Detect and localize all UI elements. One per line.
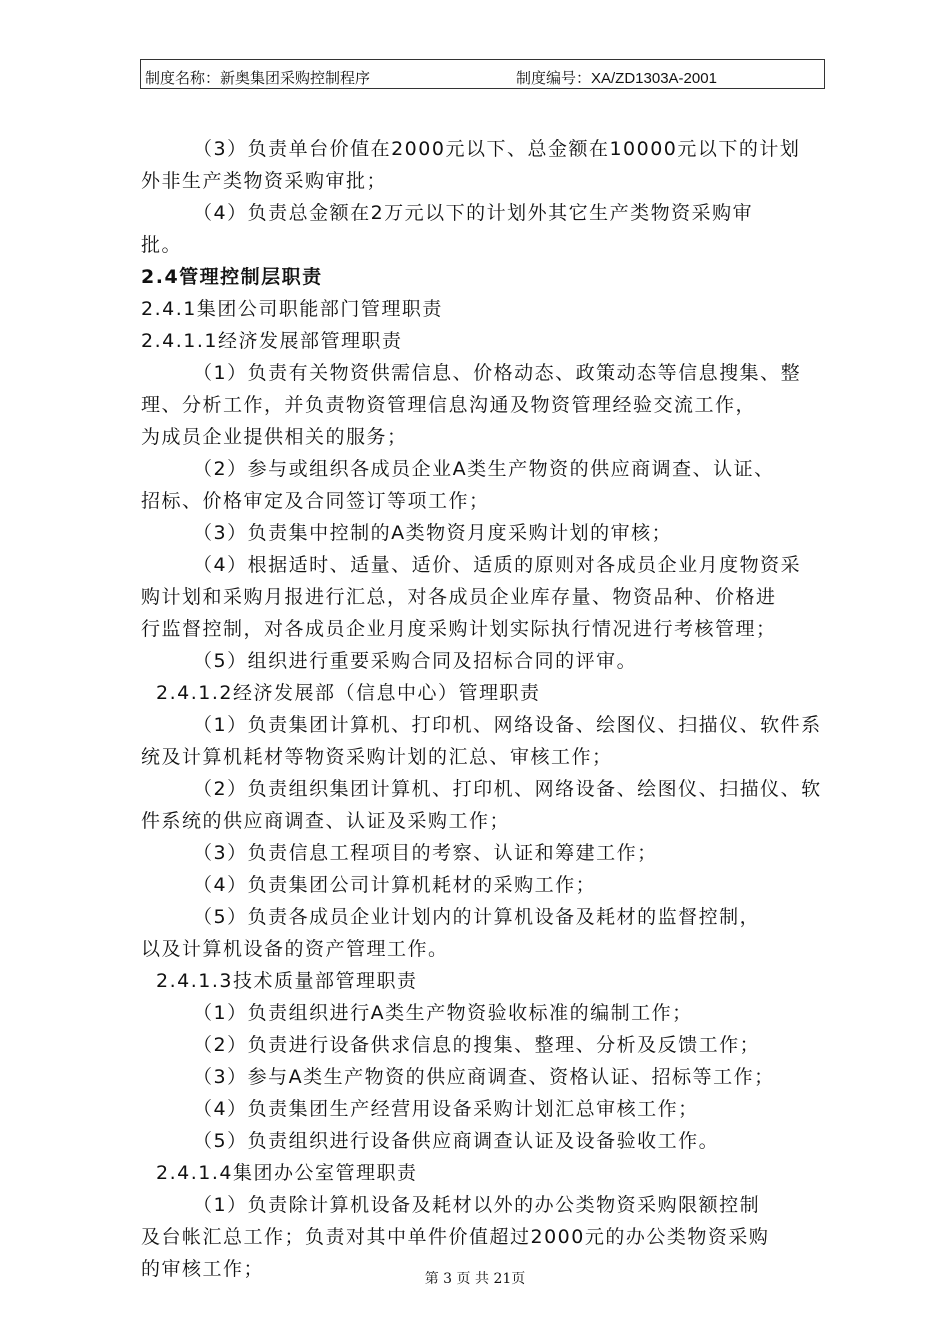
text-line: 以及计算机设备的资产管理工作。 <box>141 938 449 960</box>
text-line: （2）参与或组织各成员企业A类生产物资的供应商调查、认证、 <box>193 458 775 480</box>
text-line: （2）负责组织集团计算机、打印机、网络设备、绘图仪、扫描仪、软 <box>193 778 822 800</box>
text-line: 2.4.1.3技术质量部管理职责 <box>156 970 418 992</box>
text-line: （2）负责进行设备供求信息的搜集、整理、分析及反馈工作； <box>193 1034 761 1056</box>
text-line: （4）根据适时、适量、适价、适质的原则对各成员企业月度物资采 <box>193 554 802 576</box>
text-line: （4）负责总金额在2万元以下的计划外其它生产类物资采购审 <box>193 202 754 224</box>
text-line: 及台帐汇总工作；负责对其中单件价值超过2000元的办公类物资采购 <box>141 1226 770 1248</box>
text-line: （5）负责组织进行设备供应商调查认证及设备验收工作。 <box>193 1130 720 1152</box>
text-line: （1）负责除计算机设备及耗材以外的办公类物资采购限额控制 <box>193 1194 761 1216</box>
text-line: （4）负责集团公司计算机耗材的采购工作； <box>193 874 597 896</box>
text-line: 2.4.1.4集团办公室管理职责 <box>156 1162 418 1184</box>
page-number: 第 3 页 共 21页 <box>424 1271 526 1287</box>
text-line: 购计划和采购月报进行汇总，对各成员企业库存量、物资品种、价格进 <box>141 586 777 608</box>
text-line: （3）负责信息工程项目的考察、认证和筹建工作； <box>193 842 658 864</box>
text-line: 的审核工作； <box>141 1258 265 1280</box>
text-line: 2.4.1.1经济发展部管理职责 <box>141 330 403 352</box>
text-line: （5）组织进行重要采购合同及招标合同的评审。 <box>193 650 638 672</box>
text-line: 2.4.1.2经济发展部（信息中心）管理职责 <box>156 682 541 704</box>
document-code: 制度编号：XA/ZD1303A-2001 <box>516 70 717 87</box>
text-line: （1）负责有关物资供需信息、价格动态、政策动态等信息搜集、整 <box>193 362 802 384</box>
text-line: （1）负责集团计算机、打印机、网络设备、绘图仪、扫描仪、软件系 <box>193 714 822 736</box>
text-line: （1）负责组织进行A类生产物资验收标准的编制工作； <box>193 1002 693 1024</box>
document-body <box>141 133 825 1285</box>
document-header <box>140 59 825 89</box>
text-line: 2.4管理控制层职责 <box>141 266 323 288</box>
text-line: 件系统的供应商调查、认证及采购工作； <box>141 810 511 832</box>
text-line: 行监督控制，对各成员企业月度采购计划实际执行情况进行考核管理； <box>141 618 777 640</box>
text-line: 批。 <box>141 234 183 256</box>
document-name: 制度名称：新奥集团采购控制程序 <box>145 70 371 87</box>
text-line: （3）负责集中控制的A类物资月度采购计划的审核； <box>193 522 673 544</box>
text-line: （4）负责集团生产经营用设备采购计划汇总审核工作； <box>193 1098 699 1120</box>
text-line: 招标、价格审定及合同签订等项工作； <box>141 490 490 512</box>
text-line: 理、分析工作，并负责物资管理信息沟通及物资管理经验交流工作， <box>141 394 757 416</box>
text-line: （3）参与A类生产物资的供应商调查、资格认证、招标等工作； <box>193 1066 775 1088</box>
text-line: 为成员企业提供相关的服务； <box>141 426 408 448</box>
text-line: 外非生产类物资采购审批； <box>141 170 388 192</box>
text-line: 2.4.1集团公司职能部门管理职责 <box>141 298 443 320</box>
text-line: （5）负责各成员企业计划内的计算机设备及耗材的监督控制， <box>193 906 761 928</box>
text-line: 统及计算机耗材等物资采购计划的汇总、审核工作； <box>141 746 613 768</box>
text-line: （3）负责单台价值在2000元以下、总金额在10000元以下的计划 <box>193 138 801 160</box>
